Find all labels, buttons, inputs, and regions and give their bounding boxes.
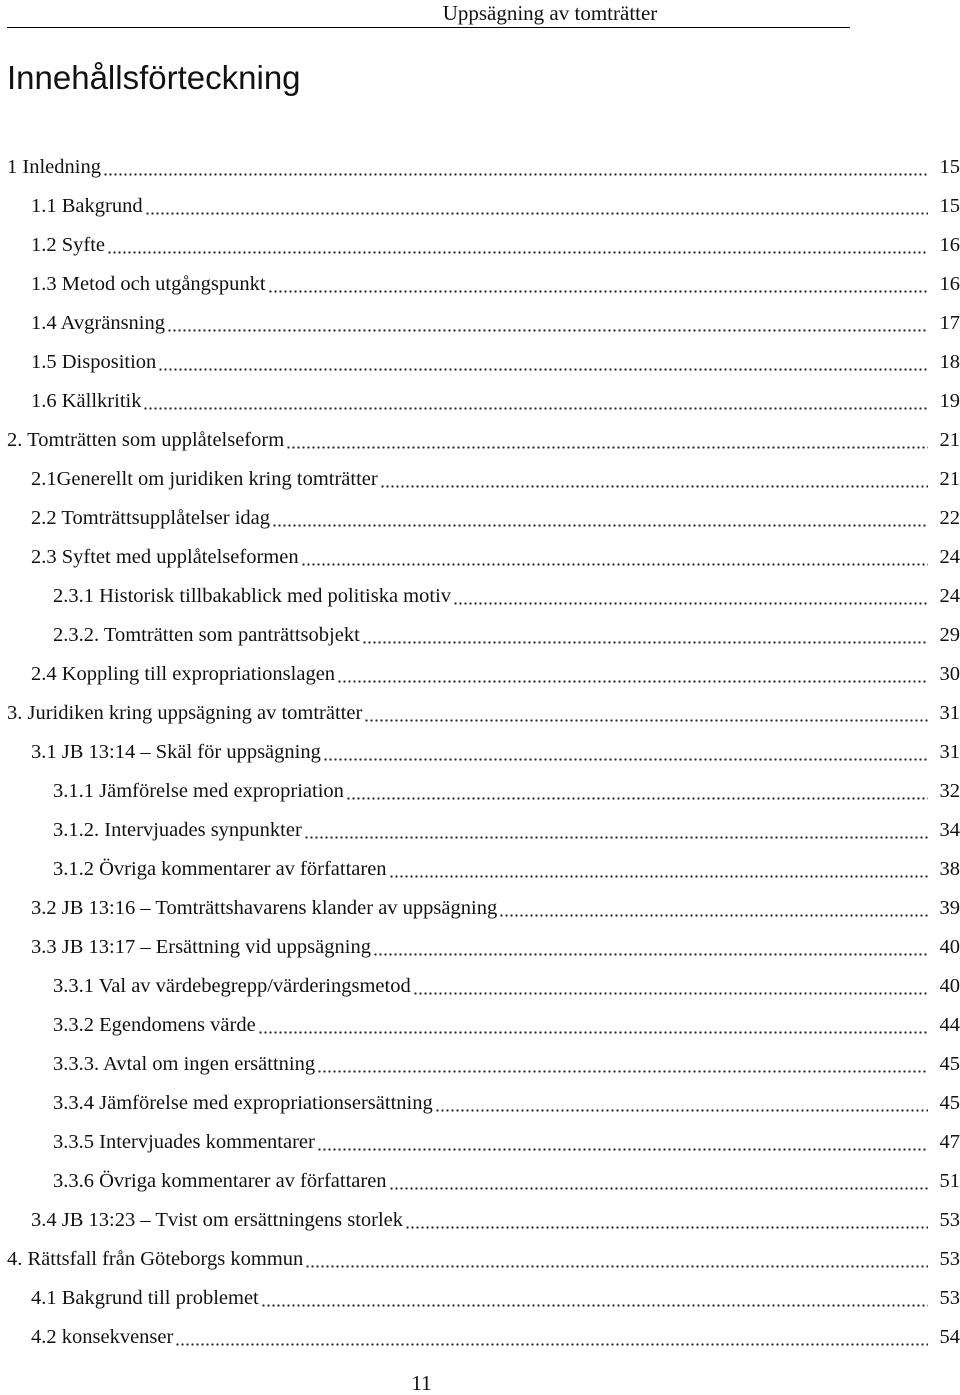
toc-entry-label: 3.2 JB 13:16 – Tomträttshavarens klander av uppsägning [31,897,498,919]
toc-entry-label: 1 Inledning [7,156,101,178]
toc-dot-leader [107,243,928,254]
toc-entry-page-number: 54 [939,1326,960,1348]
toc-dot-leader [301,555,928,566]
toc-entry[interactable] [0,460,960,499]
toc-entry-label: 3.1 JB 13:14 – Skäl för uppsägning [31,741,321,763]
toc-entry-label: 1.1 Bakgrund [31,195,143,217]
toc-dot-leader [317,1140,928,1151]
toc-entry[interactable] [0,889,960,928]
toc-entry[interactable] [0,655,960,694]
toc-entry-label: 3.3.5 Intervjuades kommentarer [53,1131,315,1153]
toc-dot-leader [389,867,928,878]
toc-entry[interactable] [0,967,960,1006]
toc-entry[interactable] [0,382,960,421]
toc-heading: Innehållsförteckning [7,59,301,96]
toc-dot-leader [364,711,928,722]
toc-entry-page-number: 32 [939,780,960,802]
toc-entry-label: 2.3 Syftet med upplåtelseformen [31,546,299,568]
toc-dot-leader [167,321,928,332]
toc-entry[interactable] [0,1318,960,1357]
toc-entry[interactable] [0,694,960,733]
toc-entry-label: 3.1.1 Jämförelse med expropriation [53,780,344,802]
toc-dot-leader [286,438,928,449]
toc-entry-page-number: 18 [939,351,960,373]
toc-entry-label: 4. Rättsfall från Göteborgs kommun [7,1248,304,1270]
toc-entry-page-number: 24 [939,546,960,568]
toc-dot-leader [268,282,928,293]
toc-entry[interactable] [0,1123,960,1162]
toc-dot-leader [362,633,928,644]
toc-entry-label: 3.3.1 Val av värdebegrepp/värderingsmetod [53,975,411,997]
toc-entry-page-number: 53 [939,1248,960,1270]
toc-dot-leader [143,399,928,410]
toc-entry-page-number: 31 [939,702,960,724]
toc-entry-label: 2. Tomträtten som upplåtelseform [7,429,285,451]
toc-entry[interactable] [0,772,960,811]
toc-entry-label: 3.1.2 Övriga kommentarer av författaren [53,858,387,880]
toc-entry[interactable] [0,187,960,226]
toc-entry[interactable] [0,1045,960,1084]
toc-entry-page-number: 45 [939,1092,960,1114]
toc-entry-label: 2.2 Tomträttsupplåtelser idag [31,507,271,529]
toc-dot-leader [272,516,928,527]
toc-entry[interactable] [0,304,960,343]
toc-entry[interactable] [0,343,960,382]
toc-entry[interactable] [0,811,960,850]
toc-entry-page-number: 53 [939,1287,960,1309]
toc-entry[interactable] [0,850,960,889]
toc-entry-label: 3.3.6 Övriga kommentarer av författaren [53,1170,387,1192]
toc-entry-label: 4.2 konsekvenser [31,1326,174,1348]
header-divider [7,27,850,28]
toc-entry-page-number: 40 [939,936,960,958]
toc-entry-page-number: 19 [939,390,960,412]
toc-entry-page-number: 16 [939,273,960,295]
toc-dot-leader [405,1218,928,1229]
toc-entry-page-number: 16 [939,234,960,256]
toc-dot-leader [103,165,928,176]
toc-entry-page-number: 17 [939,312,960,334]
toc-dot-leader [145,204,928,215]
toc-dot-leader [261,1296,928,1307]
running-header-title: Uppsägning av tomträtter [442,1,658,25]
toc-entry-page-number: 31 [939,741,960,763]
toc-entry[interactable] [0,1162,960,1201]
toc-entry-label: 3. Juridiken kring uppsägning av tomträtter [7,702,363,724]
toc-entry[interactable] [0,538,960,577]
toc-dot-leader [317,1062,928,1073]
toc-entry-page-number: 51 [939,1170,960,1192]
toc-entry[interactable] [0,1240,960,1279]
toc-entry[interactable] [0,226,960,265]
toc-entry-page-number: 21 [939,468,960,490]
toc-dot-leader [346,789,928,800]
toc-entry-label: 3.1.2. Intervjuades synpunkter [53,819,302,841]
page-number: 11 [411,1371,432,1395]
toc-entry-label: 3.3.2 Egendomens värde [53,1014,256,1036]
toc-entry-page-number: 53 [939,1209,960,1231]
toc-entry-page-number: 40 [939,975,960,997]
toc-dot-leader [305,1257,928,1268]
toc-entry-page-number: 30 [939,663,960,685]
toc-entry-page-number: 15 [939,156,960,178]
toc-entry[interactable] [0,577,960,616]
toc-dot-leader [499,906,928,917]
toc-dot-leader [413,984,928,995]
toc-entry-page-number: 38 [939,858,960,880]
toc-dot-leader [373,945,928,956]
toc-entry-label: 2.4 Koppling till expropriationslagen [31,663,336,685]
toc-entry[interactable] [0,265,960,304]
toc-entry-page-number: 24 [939,585,960,607]
toc-dot-leader [258,1023,928,1034]
toc-dot-leader [175,1335,928,1346]
toc-entry[interactable] [0,1006,960,1045]
toc-dot-leader [158,360,928,371]
toc-dot-leader [435,1101,928,1112]
toc-entry-page-number: 29 [939,624,960,646]
toc-dot-leader [337,672,928,683]
toc-entry-label: 1.6 Källkritik [31,390,142,412]
toc-dot-leader [453,594,928,605]
toc-entry-label: 3.3.4 Jämförelse med expropriationsersättning [53,1092,433,1114]
toc-entry-label: 3.4 JB 13:23 – Tvist om ersättningens storlek [31,1209,404,1231]
toc-entry-page-number: 15 [939,195,960,217]
toc-entry-page-number: 22 [939,507,960,529]
toc-entry[interactable] [0,733,960,772]
toc-entry-label: 1.3 Metod och utgångspunkt [31,273,266,295]
toc-entry-page-number: 44 [939,1014,960,1036]
toc-entry-page-number: 47 [939,1131,960,1153]
toc-entry-label: 1.5 Disposition [31,351,157,373]
toc-entry-label: 3.3.3. Avtal om ingen ersättning [53,1053,316,1075]
toc-entry[interactable] [0,1084,960,1123]
toc-entry-label: 4.1 Bakgrund till problemet [31,1287,259,1309]
toc-entry[interactable] [0,1201,960,1240]
toc-entry[interactable] [0,148,960,187]
toc-entry[interactable] [0,421,960,460]
toc-dot-leader [304,828,928,839]
toc-entry[interactable] [0,928,960,967]
toc-entry[interactable] [0,1279,960,1318]
toc-entry[interactable] [0,499,960,538]
table-of-contents [0,148,960,1357]
toc-entry-page-number: 34 [939,819,960,841]
toc-entry-page-number: 45 [939,1053,960,1075]
toc-dot-leader [389,1179,928,1190]
toc-entry-page-number: 21 [939,429,960,451]
toc-entry-label: 2.3.1 Historisk tillbakablick med politiska motiv [53,585,452,607]
toc-entry[interactable] [0,616,960,655]
toc-entry-label: 2.3.2. Tomträtten som panträttsobjekt [53,624,360,646]
toc-entry-label: 1.4 Avgränsning [31,312,166,334]
toc-dot-leader [323,750,928,761]
toc-entry-label: 3.3 JB 13:17 – Ersättning vid uppsägning [31,936,371,958]
toc-entry-label: 1.2 Syfte [31,234,106,256]
toc-dot-leader [380,477,928,488]
toc-entry-label: 2.1Generellt om juridiken kring tomträtter [31,468,378,490]
toc-entry-page-number: 39 [939,897,960,919]
